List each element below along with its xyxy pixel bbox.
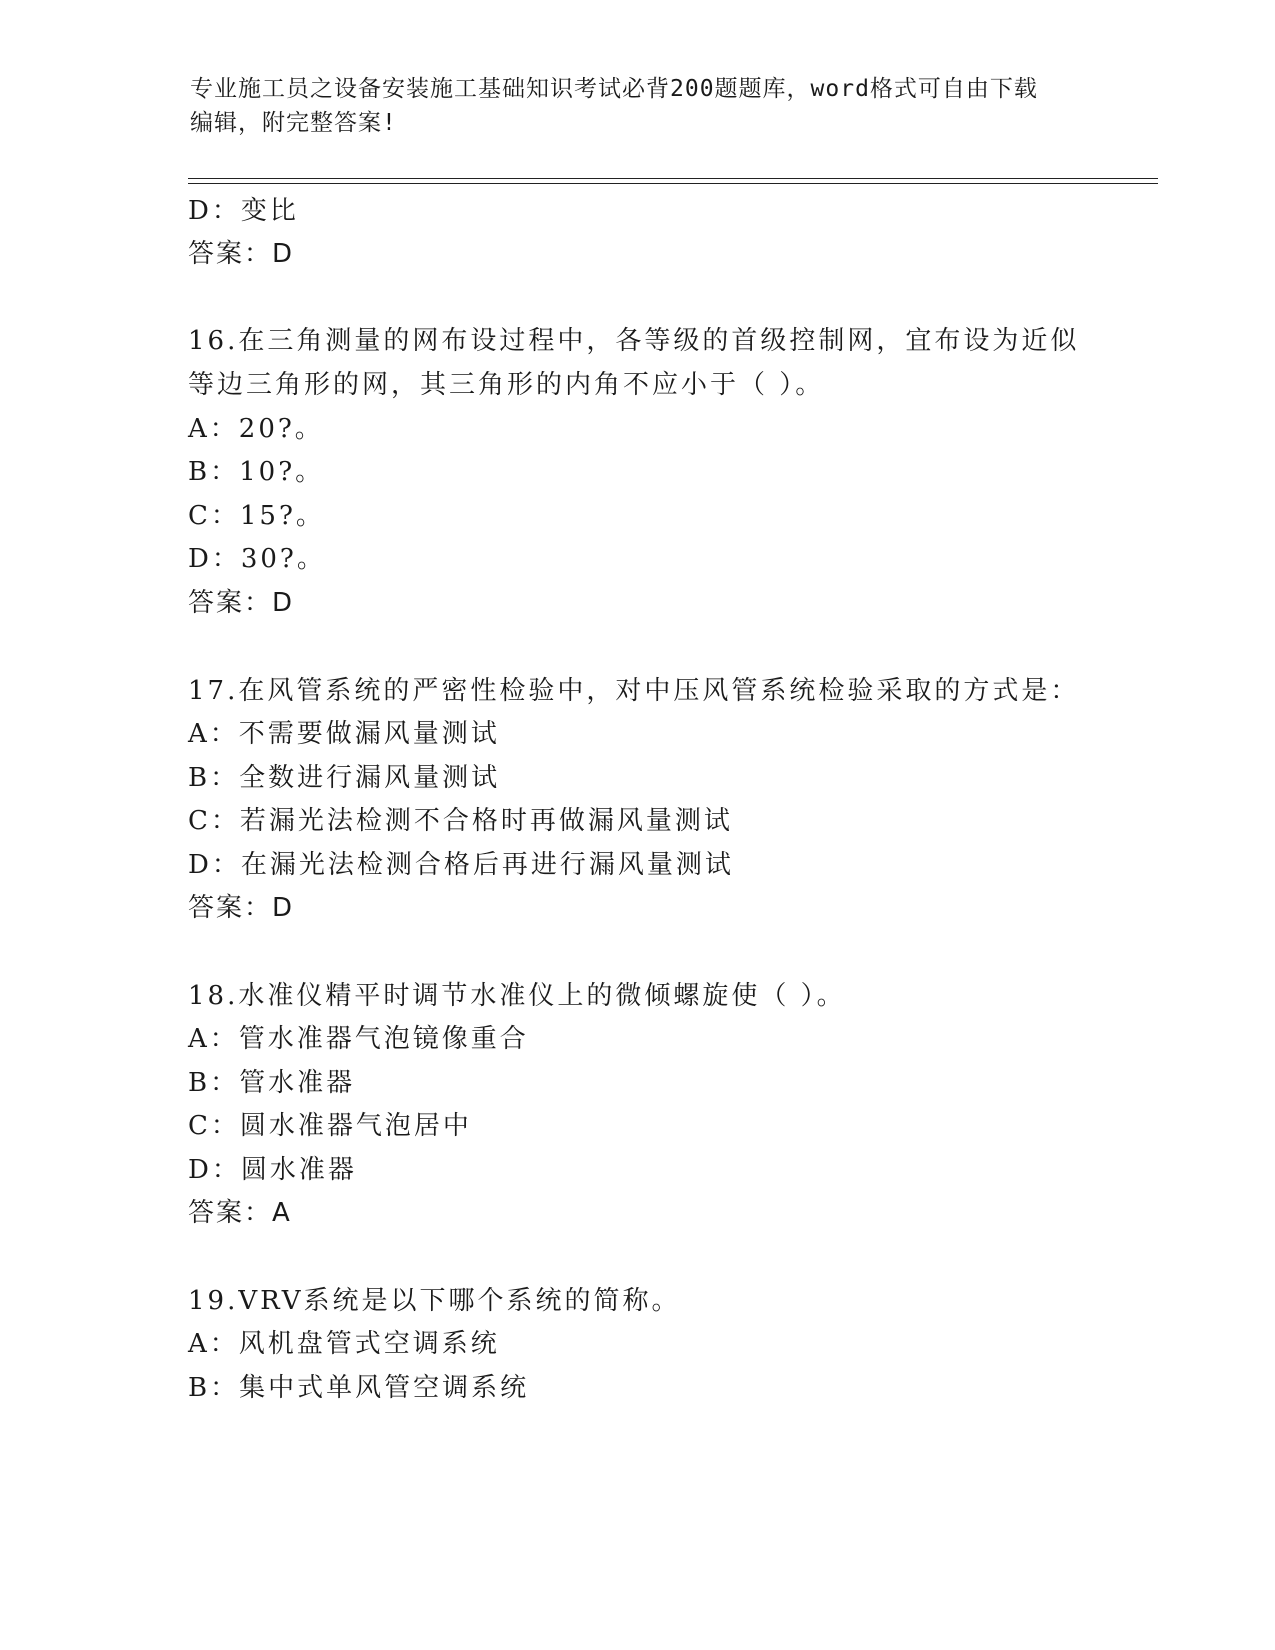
q17-option-a: A：不需要做漏风量测试 [188,719,500,749]
q18-option-a: A：管水准器气泡镜像重合 [188,1024,529,1054]
q17-option-d: D：在漏光法检测合格后再进行漏风量测试 [188,850,734,880]
q19-stem-line-1: 19.VRV系统是以下哪个系统的简称。 [188,1286,681,1316]
q16-option-a: A：20?。 [188,414,324,444]
q18-option-c: C：圆水准器气泡居中 [188,1111,472,1141]
header-divider-bottom [188,183,1158,184]
q17-answer: 答案：D [188,893,295,923]
header-line-1: 专业施工员之设备安装施工基础知识考试必背200题题库，word格式可自由下载 [190,76,1038,102]
q16-answer: 答案：D [188,588,295,618]
header-line-2: 编辑，附完整答案! [190,110,397,136]
q16-stem-line-2: 等边三角形的网，其三角形的内角不应小于（ ）。 [188,370,825,400]
q19-option-a: A：风机盘管式空调系统 [188,1329,500,1359]
q16-option-b: B：10?。 [188,457,325,487]
document-header [190,72,1070,140]
q15-option-d: D：变比 [188,196,299,226]
q18-stem-line-1: 18.水准仪精平时调节水准仪上的微倾螺旋使（ ）。 [188,981,846,1011]
q17-option-b: B：全数进行漏风量测试 [188,763,501,793]
q16-stem-line-1: 16.在三角测量的网布设过程中，各等级的首级控制网，宜布设为近似 [188,326,1080,356]
q18-option-b: B：管水准器 [188,1068,356,1098]
q19-option-b: B：集中式单风管空调系统 [188,1373,530,1403]
header-divider-top [188,178,1158,179]
q18-answer: 答案：A [188,1198,292,1228]
q16-option-c: C：15?。 [188,501,325,531]
q15-answer: 答案：D [188,239,295,269]
q17-stem-line-1: 17.在风管系统的严密性检验中，对中压风管系统检验采取的方式是： [188,676,1080,706]
q18-option-d: D：圆水准器 [188,1155,357,1185]
q16-option-d: D：30?。 [188,544,326,574]
q17-option-c: C：若漏光法检测不合格时再做漏风量测试 [188,806,733,836]
